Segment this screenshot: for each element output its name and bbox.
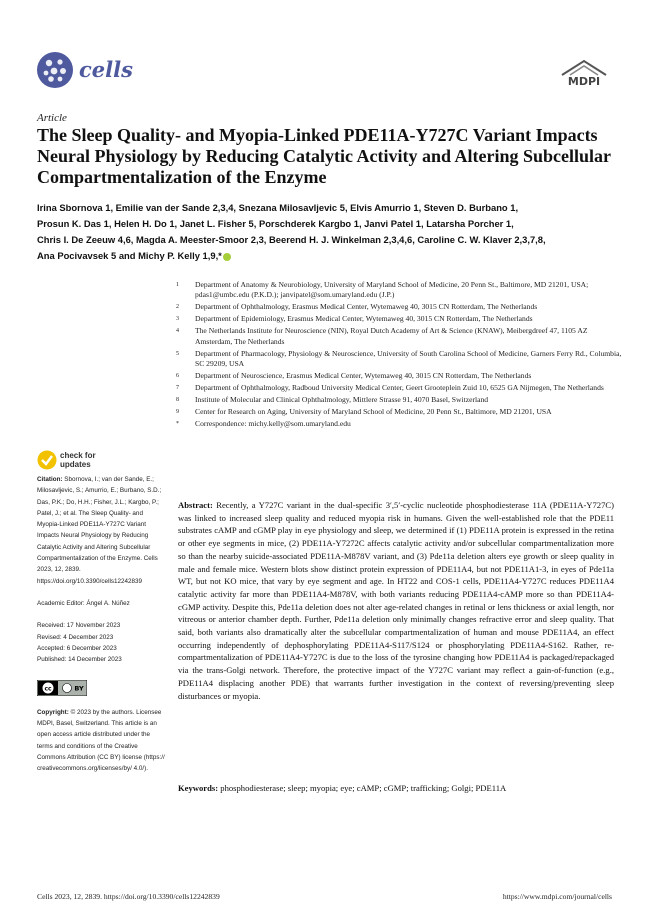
abstract-text: Recently, a Y727C variant in the dual-specific 3′,5′-cyclic nucleotide phosphodiesterase 11A (PDE11A-Y727C) was linked to increased sleep quality and reduced myopia risk in humans. Given the well-established role that the PDE11 substrates cAMP and cGMP play in eye physiology and sleep, we determined if (1) PDE11A protein is expressed in the retina or other eye segments in mice, (2) PDE11A-Y7272C affects catalytic activity and/or subcellular compartmentalization more so than the nearby suicide-associated PDE11A-M878V variant, and (3) Pde11a deletion alters eye growth or sleep quality in male and female mice. Western blots show distinct protein expression of PDE11A4, but not PDE11A1-3, in eyes of Pde11a WT, but not KO mice, that vary by eye segment and age. In HT22 and COS-1 cells, PDE11A4-Y727C reduces PDE11A4 catalytic activity far more than PDE11A4-M878V, with both variants reducing PDE11A4-cAMP more so than PDE11A4-cGMP activity. Despite this, Pde11a deletion does not alter age-related changes in retinal or lens thickness or axial length, nor vitreous or anterior chamber depth. Further, Pde11a deletion only minimally changes refractive error and sleep quality. That said, both variants also dramatically alter the subcellular compartmentalization of human and mouse PDE11A4, an effect occurring independently of dephosphorylating PDE11A4-S117/S124 or phosphorylating PDE11A4-S162. Rather, re-compartmentalization of PDE11A4-Y727C is due to the loss of the tyrosine changing how PDE11A4 is packaged/repackaged via the trans-Golgi network. Therefore, the protective impact of the Y727C variant may reflect a gain-of-function (e.g., PDE11A4 displacing another PDE) that warrants further investigation in the context of reversing/preventing sleep disturbances or myopia. [178, 500, 614, 701]
abstract-label: Abstract: [178, 500, 213, 510]
author-line[interactable]: Irina Sbornova 1, Emilie van der Sande 2,3,4, Snezana Milosavljevic 5, Elvis Amurrio 1, Steven D. Burbano 1, [37, 202, 519, 213]
check-for-updates-button[interactable] [37, 450, 127, 474]
keywords-label: Keywords: [178, 783, 219, 793]
footer-journal-link[interactable]: https://www.mdpi.com/journal/cells [502, 892, 612, 901]
check-updates-label: check for updates [60, 451, 96, 469]
author-line[interactable]: Ana Pocivavsek 5 and Michy P. Kelly 1,9,* [37, 248, 622, 264]
copyright-block: Copyright: © 2023 by the authors. Licensee MDPI, Basel, Switzerland. This article is an open access article distributed under the terms and conditions of the Creative Commons Attribution (CC BY) license (https:// creativecommons.org/licenses/by/ 4.0/). [37, 708, 165, 773]
date-revised: Revised: 4 December 2023 [37, 633, 114, 641]
affiliations-list [176, 280, 626, 431]
journal-name[interactable]: cells [79, 57, 133, 82]
orcid-icon[interactable] [223, 253, 231, 261]
footer-citation[interactable]: Cells 2023, 12, 2839. https://doi.org/10.3390/cells12242839 [37, 892, 220, 901]
svg-text:BY: BY [74, 684, 84, 693]
keywords [178, 782, 614, 794]
cc-by-badge[interactable] [37, 676, 165, 706]
abstract [178, 499, 614, 702]
check-updates-icon [37, 450, 57, 470]
publisher-logo[interactable] [556, 57, 612, 89]
affiliation-item: 8 Institute of Molecular and Clinical Ophthalmology, Mittlere Strasse 91, 4070 Basel, Switzerland [176, 395, 489, 405]
author-line[interactable]: Chris I. De Zeeuw 4,6, Magda A. Meester-Smoor 2,3, Beerend H. J. Winkelman 2,3,4,6, Caroline C. W. Klaver 2,3,7,8, [37, 234, 546, 245]
keywords-text: phosphodiesterase; sleep; myopia; eye; cAMP; cGMP; trafficking; Golgi; PDE11A [220, 783, 507, 793]
cells-logo-icon [37, 52, 73, 88]
author-line[interactable]: Prosun K. Das 1, Helen H. Do 1, Janet L. Fisher 5, Porschderek Kargbo 1, Janvi Patel 1, Latarsha Porcher 1, [37, 218, 514, 229]
date-accepted: Accepted: 6 December 2023 [37, 644, 117, 652]
article-sidebar [37, 474, 165, 786]
date-received: Received: 17 November 2023 [37, 622, 121, 630]
affiliation-item: 5 Department of Pharmacology, Physiology & Neuroscience, University of South Carolina School of Medicine, Garners Ferry Rd., Columbia, SC 29209, USA [176, 348, 622, 369]
dates-block [37, 620, 165, 665]
mdpi-logo-icon [556, 57, 612, 77]
svg-text:cc: cc [44, 685, 52, 693]
academic-editor: Academic Editor: Ángel A. Núñez [37, 599, 130, 607]
date-published: Published: 14 December 2023 [37, 656, 122, 664]
affiliation-item: 9 Center for Research on Aging, University of Maryland School of Medicine, 20 Penn St., Baltimore, MD 21201, USA [176, 407, 552, 417]
affiliation-item: 3 Department of Epidemiology, Erasmus Medical Center, Wytemaweg 40, 3015 CN Rotterdam, The Netherlands [176, 314, 533, 324]
article-type: Article [37, 112, 67, 124]
affiliation-item: 1 Department of Anatomy & Neurobiology, University of Maryland School of Medicine, 20 Penn St., Baltimore, MD 21201, USA; pdas1@umbc.edu (P.K.D.); janvipatel@som.umaryland.edu (J.P.) [176, 280, 589, 300]
affiliation-item: 4 The Netherlands Institute for Neuroscience (NIN), Royal Dutch Academy of Art & Science (KNAW), Meibergdreef 47, 1105 AZ Amsterdam, The Netherlands [176, 326, 588, 346]
affiliation-item: 2 Department of Ophthalmology, Erasmus Medical Center, Wytemaweg 40, 3015 CN Rotterdam, The Netherlands [176, 302, 538, 312]
correspondence: * Correspondence: michy.kelly@som.umaryland.edu [176, 419, 351, 429]
author-list [37, 200, 622, 264]
citation-block: Citation: Sbornova, I.; van der Sande, E.; Milosavljevic, S.; Amurrio, E.; Burbano, S.D.; Das, P.K.; Do, H.H.; Fisher, J.L.; Kargbo, P.; Patel, J.; et al. The Sleep Quality- and Myopia-Linked PDE11A-Y727C Variant Impacts Neural Physiology by Reducing Catalytic Activity and Altering Subcellular Compartmentalization of the Enzyme. Cells 2023, 12, 2839. https://doi.org/10.3390/cells12242839 [37, 476, 162, 585]
affiliation-item: 7 Department of Ophthalmology, Radboud University Medical Center, Geert Grooteplein Zuid 10, 6525 GA Nijmegen, The Netherlands [176, 383, 604, 393]
publisher-name: MDPI [567, 75, 601, 88]
article-title: The Sleep Quality- and Myopia-Linked PDE11A-Y727C Variant Impacts Neural Physiology by Reducing Catalytic Activity and Altering Subcellular Compartmentalization of the Enzyme [37, 125, 611, 187]
affiliation-item: 6 Department of Neuroscience, Erasmus Medical Center, Wytemaweg 40, 3015 CN Rotterdam, The Netherlands [176, 371, 532, 381]
